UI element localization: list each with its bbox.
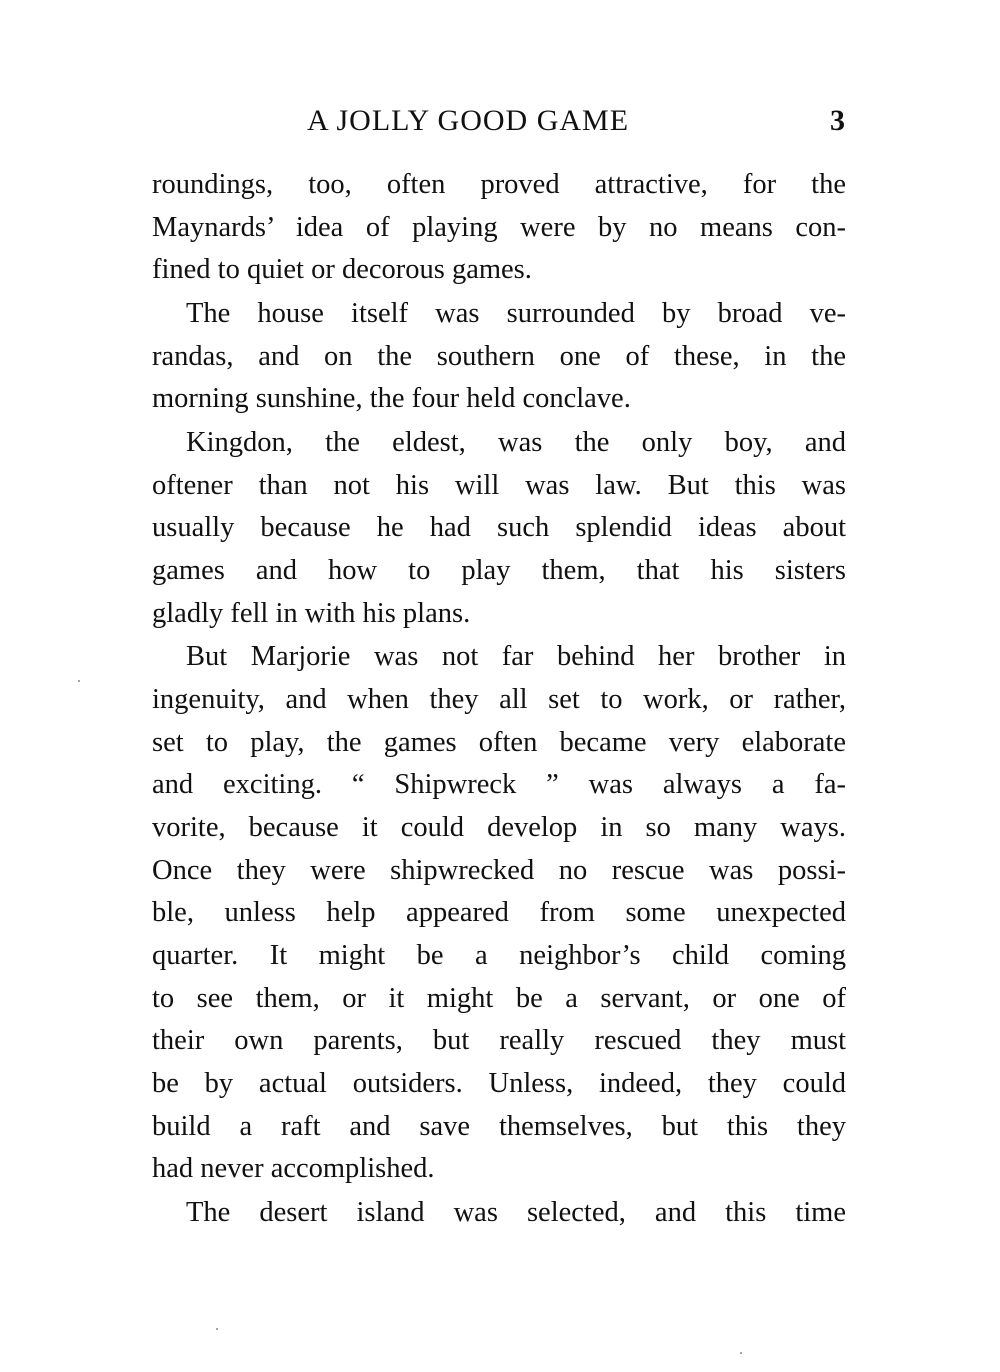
text-line: their own parents, but really rescued they must	[152, 1025, 846, 1057]
paragraph-4	[152, 636, 846, 1191]
text-line: be by actual outsiders. Unless, indeed, they could	[152, 1068, 846, 1100]
running-head	[152, 104, 846, 144]
text-line: oftener than not his will was law. But this was	[152, 469, 846, 501]
text-line: The desert island was selected, and this time	[186, 1197, 846, 1229]
scan-speck	[78, 680, 80, 682]
text-line: set to play, the games often became very elaborate	[152, 726, 846, 758]
running-title: A JOLLY GOOD GAME	[307, 104, 630, 137]
text-line: morning sunshine, the four held conclave.	[152, 383, 631, 415]
paragraph-1	[152, 164, 846, 292]
text-line: roundings, too, often proved attractive, for the	[152, 169, 846, 200]
text-line: Maynards’ idea of playing were by no means con-	[152, 211, 846, 243]
page-number: 3	[830, 104, 846, 137]
text-line: randas, and on the southern one of these, in the	[152, 340, 846, 372]
paragraph-2	[152, 293, 846, 421]
text-line: vorite, because it could develop in so many ways.	[152, 811, 846, 843]
text-line: build a raft and save themselves, but this they	[152, 1110, 846, 1142]
text-line: Kingdon, the eldest, was the only boy, and	[186, 426, 846, 458]
text-line: Once they were shipwrecked no rescue was possi-	[152, 854, 846, 886]
scan-speck	[216, 1328, 218, 1330]
text-line: fined to quiet or decorous games.	[152, 254, 532, 286]
text-line: But Marjorie was not far behind her brother in	[186, 641, 846, 673]
text-line: The house itself was surrounded by broad ve-	[186, 297, 846, 329]
paragraph-5	[152, 1192, 846, 1235]
paragraph-3	[152, 422, 846, 635]
body-text	[152, 164, 846, 1235]
text-line: had never accomplished.	[152, 1153, 435, 1185]
scan-speck	[740, 1352, 742, 1354]
text-line: and exciting. “ Shipwreck ” was always a fa-	[152, 769, 846, 801]
text-line: to see them, or it might be a servant, or one of	[152, 982, 846, 1014]
text-line: games and how to play them, that his sisters	[152, 554, 846, 586]
text-line: usually because he had such splendid ideas about	[152, 512, 846, 544]
text-line: gladly fell in with his plans.	[152, 597, 471, 629]
text-line: ble, unless help appeared from some unexpected	[152, 897, 846, 929]
text-line: ingenuity, and when they all set to work, or rather,	[152, 683, 846, 715]
text-line: quarter. It might be a neighbor’s child coming	[152, 940, 846, 972]
